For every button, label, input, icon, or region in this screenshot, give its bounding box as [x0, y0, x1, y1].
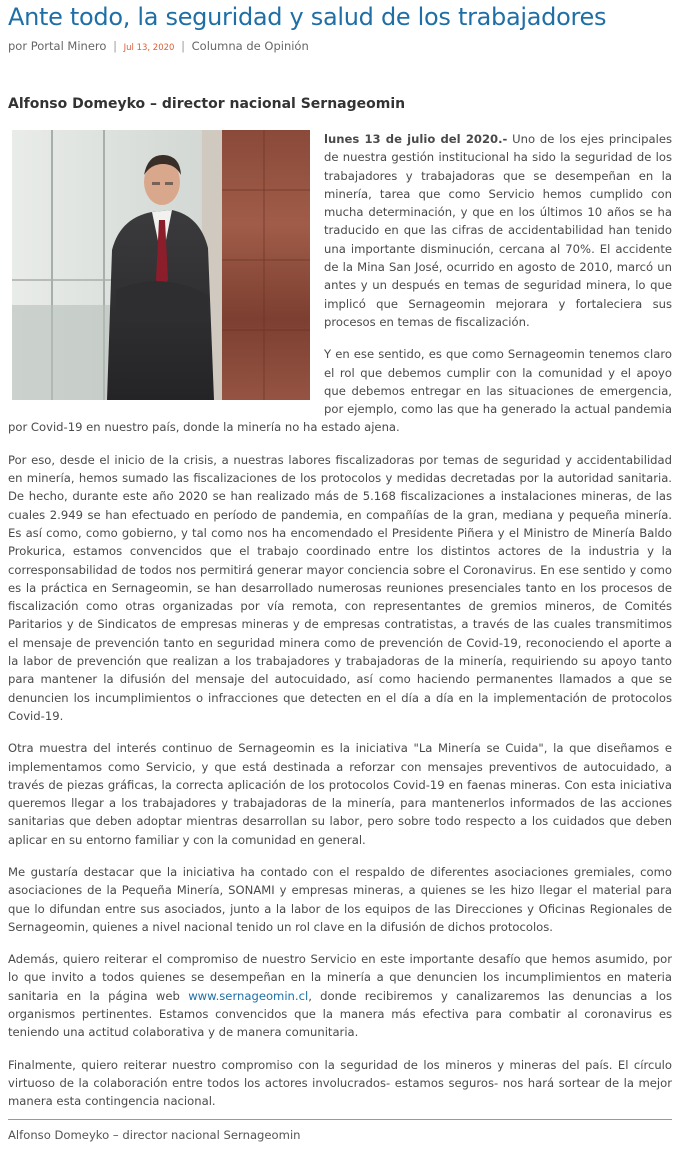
article-body [8, 130, 672, 1111]
author-link[interactable]: Portal Minero [30, 39, 107, 53]
article-subtitle: Alfonso Domeyko – director nacional Sernageomin [8, 96, 406, 112]
sernageomin-link[interactable]: www.sernageomin.cl [188, 988, 309, 1003]
meta-by: por [8, 39, 28, 53]
article-date: Jul 13, 2020 [123, 43, 175, 53]
paragraph-2: Y en ese sentido, es que como Sernageomin tenemos claro el rol que debemos cumplir con la comunidad y el apoyo que debemos entregar en las situaciones de emergencia, por ejemplo, como las que ha generado la actual pandemia por Covid-19 en nuestro país, donde la minería no ha estado ajena. [8, 347, 672, 435]
author-photo-illustration [12, 130, 310, 400]
paragraph-3: Por eso, desde el inicio de la crisis, a nuestras labores fiscalizadoras por temas de seguridad y accidentabilidad en minería, hemos sumado las fiscalizaciones de los protocolos y medidas decretadas por la autoridad sanitaria. De hecho, durante este año 2020 se han realizado más de 5.168 fiscalizaciones a instalaciones mineras, de las cuales 2.949 se han efectuado en período de pandemia, en compañías de la gran, mediana y pequeña minería. Es así como, como gobierno, y tal como nos ha encomendado el Presidente Piñera y el Ministro de Minería Baldo Prokurica, estamos convencidos que el trabajo coordinado entre los distintos actores de la industria y la corresponsabilidad de todos nos permitirá generar mayor conciencia sobre el Coronavirus. En ese sentido y como es la práctica en Sernageomin, se han desarrollado numerosas reuniones presenciales tanto en los procesos de fiscalización como otras organizadas por vía remota, con representantes de gremios mineros, de Comités Paritarios y de Sindicatos de empresas mineras y de empresas contratistas, a través de las cuales transmitimos el mensaje de prevención tanto en seguridad minera como de prevención de Covid-19, reconociendo el aporte a la labor de prevención que realizan a los trabajadores y trabajadoras de la minería, requiriendo su apoyo tanto para mantener la difusión del mensaje del autocuidado, así como haciendo permanentes llamados a que se denuncien los incumplimientos o infracciones que detecten en el día a día en la implementación de protocolos Covid-19. [8, 452, 672, 723]
author-photo [12, 130, 310, 400]
article-footer-signature: Alfonso Domeyko – director nacional Sernageomin [8, 1119, 672, 1142]
category-link[interactable]: Columna de Opinión [191, 39, 309, 53]
meta-separator: | [181, 39, 185, 53]
paragraph-7: Finalmente, quiero reiterar nuestro compromiso con la seguridad de los mineros y mineras del país. El círculo virtuoso de la colaboración entre todos los actores involucrados- estamos seguros- nos hará sortear de la mejor manera esta contingencia nacional. [8, 1057, 672, 1109]
paragraph-6-text-end: , donde recibiremos y canalizaremos las denuncias a los organismos pertinentes. Estamos convencidos que la manera más efectiva para combatir al coronavirus es teniendo una actitud colaborativa y de manera comunitaria. [8, 988, 673, 1040]
paragraph-1-text: Uno de los ejes principales de nuestra gestión institucional ha sido la seguridad de los trabajadores y trabajadoras que se desempeñan en la minería, tarea que como Servicio hemos cumplido con mucha determinación, y que en los últimos 10 años se ha traducido en que las cifras de accidentabilidad han tenido una importante disminución, cercana al 70%. El accidente de la Mina San José, ocurrido en agosto de 2010, marcó un antes y un después en temas de seguridad minera, lo que implicó que Sernageomin mejorara y fortaleciera sus procesos en temas de fiscalización. [324, 132, 672, 329]
paragraph-6-text: Además, quiero reiterar el compromiso de nuestro Servicio en este importante desafío que hemos asumido, por lo que invito a todos quienes se desempeñan en la minería a que denuncien los incumplimientos en materia sanitaria en la página web [8, 952, 672, 1003]
paragraph-4: Otra muestra del interés continuo de Sernageomin es la iniciativa "La Minería se Cuida", la que diseñamos e implementamos como Servicio, y que está destinada a reforzar con mensajes preventivos de autocuidado, a través de piezas gráficas, la correcta aplicación de los protocolos Covid-19 en faenas mineras. Con esta iniciativa queremos llegar a los trabajadores y trabajadoras de la minería, para mantenerlos informados de las acciones sanitarias que deben adoptar mientras desarrollan su labor, pero sobre todo respecto a los cuidados que deben aplicar en su entorno familiar y con la comunidad en general. [8, 741, 672, 847]
meta-separator: | [113, 39, 117, 53]
paragraph-6 [8, 950, 672, 1041]
article-title: Ante todo, la seguridad y salud de los trabajadores [8, 3, 607, 31]
article-lead: lunes 13 de julio del 2020.- [324, 132, 508, 146]
paragraph-5: Me gustaría destacar que la iniciativa ha contado con el respaldo de diferentes asociaciones gremiales, como asociaciones de la Pequeña Minería, SONAMI y empresas mineras, a quienes se les hizo llegar el material para que lo difundan entre sus asociados, junto a la labor de los equipos de las Direcciones y Oficinas Regionales de Sernageomin, quienes a nivel nacional tenido un rol clave en la difusión de dichos protocolos. [8, 864, 672, 934]
article-meta [8, 38, 672, 56]
